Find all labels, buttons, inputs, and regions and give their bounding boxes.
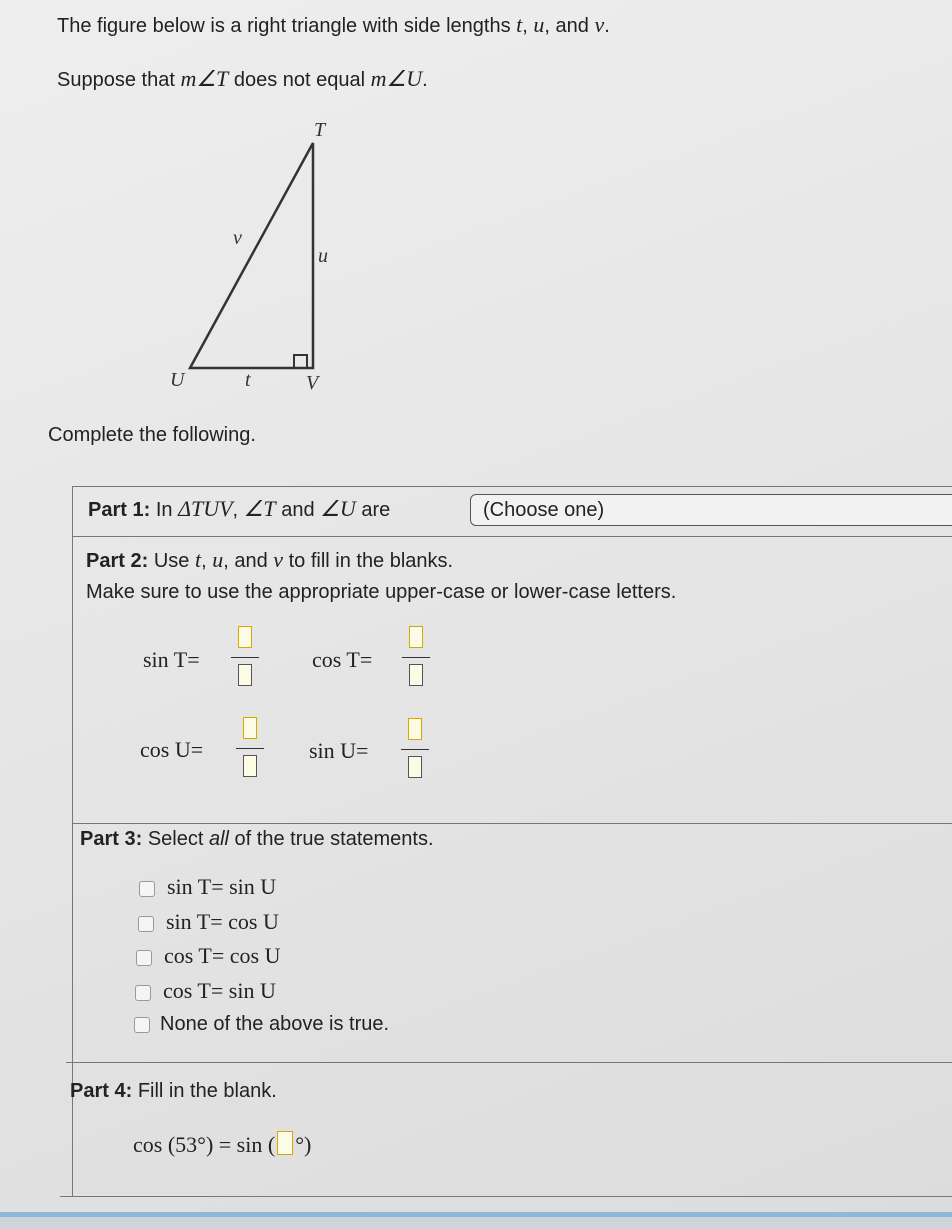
measure-angle-u: m∠U (370, 66, 423, 91)
comma: , (201, 550, 207, 572)
part3-text-a: Select (147, 828, 204, 850)
part1-text-in: In (155, 499, 173, 521)
intro-text-2: Suppose that (57, 69, 175, 91)
choose-one-dropdown[interactable]: (Choose one) (470, 494, 952, 526)
part3-text-b: of the true statements. (234, 828, 434, 850)
panel-bottom-border (60, 1196, 952, 1197)
option-checkbox-4[interactable] (135, 985, 151, 1001)
vertex-label-t: T (314, 119, 326, 141)
part4-label: Part 4: (70, 1080, 133, 1102)
option-checkbox-1[interactable] (139, 881, 155, 897)
sin-u-fraction (401, 718, 431, 786)
angle-u: ∠U (320, 496, 356, 521)
instruction-text: Complete the following. (48, 424, 256, 446)
fraction-bar (401, 749, 429, 750)
part3-row (80, 828, 434, 851)
bottom-scroll-strip (0, 1212, 952, 1229)
intro-text: The figure below is a right triangle with side lengths (57, 15, 511, 37)
part4-text: Fill in the blank. (137, 1080, 277, 1102)
angle-t: ∠T (243, 496, 276, 521)
part2-row-1 (86, 547, 453, 573)
cos-u-numerator-input[interactable] (243, 717, 257, 739)
part4-row (70, 1080, 277, 1103)
side-label-t: t (245, 369, 251, 391)
cos-t-label: cos T= (312, 647, 373, 672)
option-checkbox-2[interactable] (138, 916, 154, 932)
comma: , (232, 499, 239, 521)
part2-text-fill: to fill in the blanks. (288, 550, 454, 572)
equation-deg: °) (295, 1132, 312, 1157)
option-label-4[interactable]: cos T= sin U (163, 978, 276, 1003)
degree-input[interactable] (277, 1131, 293, 1155)
sin-t-denominator-input[interactable] (238, 664, 252, 686)
are-text: are (361, 499, 391, 521)
sin-u-denominator-input[interactable] (408, 756, 422, 778)
sin-u-label: sin U= (309, 738, 369, 763)
part2-label: Part 2: (86, 550, 149, 572)
cos-t-numerator-input[interactable] (409, 626, 423, 648)
part1-row (88, 496, 390, 522)
vertex-label-v: V (306, 372, 319, 394)
var-t: t (194, 547, 202, 572)
fraction-bar (402, 657, 430, 658)
cos-u-fraction (236, 717, 266, 785)
fraction-bar (236, 748, 264, 749)
divider-part2 (72, 823, 952, 824)
panel-top-border (72, 486, 952, 487)
divider-part1 (72, 536, 952, 537)
part2-text-use: Use (153, 550, 190, 572)
equation-lhs: cos (53°) = sin ( (133, 1132, 276, 1157)
part3-label: Part 3: (80, 828, 143, 850)
part4-equation (133, 1131, 311, 1158)
measure-angle-t: m∠T (180, 66, 229, 91)
and-text: , and (223, 550, 268, 572)
option-checkbox-3[interactable] (136, 950, 152, 966)
side-label-u: u (318, 245, 328, 267)
comma: , (522, 15, 528, 37)
cos-t-fraction (402, 626, 432, 694)
right-angle-marker (294, 355, 307, 368)
divider-part3 (66, 1062, 952, 1063)
option-label-2[interactable]: sin T= cos U (166, 909, 279, 934)
part3-all: all (208, 828, 229, 850)
sin-t-numerator-input[interactable] (238, 626, 252, 648)
part2-row-2: Make sure to use the appropriate upper-case or lower-case letters. (86, 581, 677, 603)
var-v: v (594, 12, 605, 37)
option-label-1[interactable]: sin T= sin U (167, 874, 277, 899)
option-label-5[interactable]: None of the above is true. (160, 1013, 390, 1035)
var-u: u (533, 12, 545, 37)
var-v: v (273, 547, 284, 572)
cos-t-denominator-input[interactable] (409, 664, 423, 686)
bottom-accent-bar (0, 1212, 952, 1217)
right-triangle-figure (0, 0, 952, 420)
var-t: t (516, 12, 523, 37)
cos-u-label: cos U= (140, 737, 204, 762)
vertex-label-u: U (170, 369, 185, 391)
period: . (604, 15, 610, 37)
intro-text-3: does not equal (233, 69, 366, 91)
triangle-name: ΔTUV (178, 496, 233, 521)
side-label-v: v (233, 227, 242, 249)
sin-t-label: sin T= (143, 647, 200, 672)
cos-u-denominator-input[interactable] (243, 755, 257, 777)
and-text: and (281, 499, 315, 521)
period: . (422, 69, 428, 91)
option-checkbox-5[interactable] (134, 1017, 150, 1033)
part1-label: Part 1: (88, 499, 151, 521)
option-label-3[interactable]: cos T= cos U (164, 943, 281, 968)
and-text: , and (544, 15, 589, 37)
fraction-bar (231, 657, 259, 658)
sin-t-fraction (231, 626, 261, 694)
var-u: u (212, 547, 224, 572)
triangle-shape (190, 143, 313, 368)
sin-u-numerator-input[interactable] (408, 718, 422, 740)
